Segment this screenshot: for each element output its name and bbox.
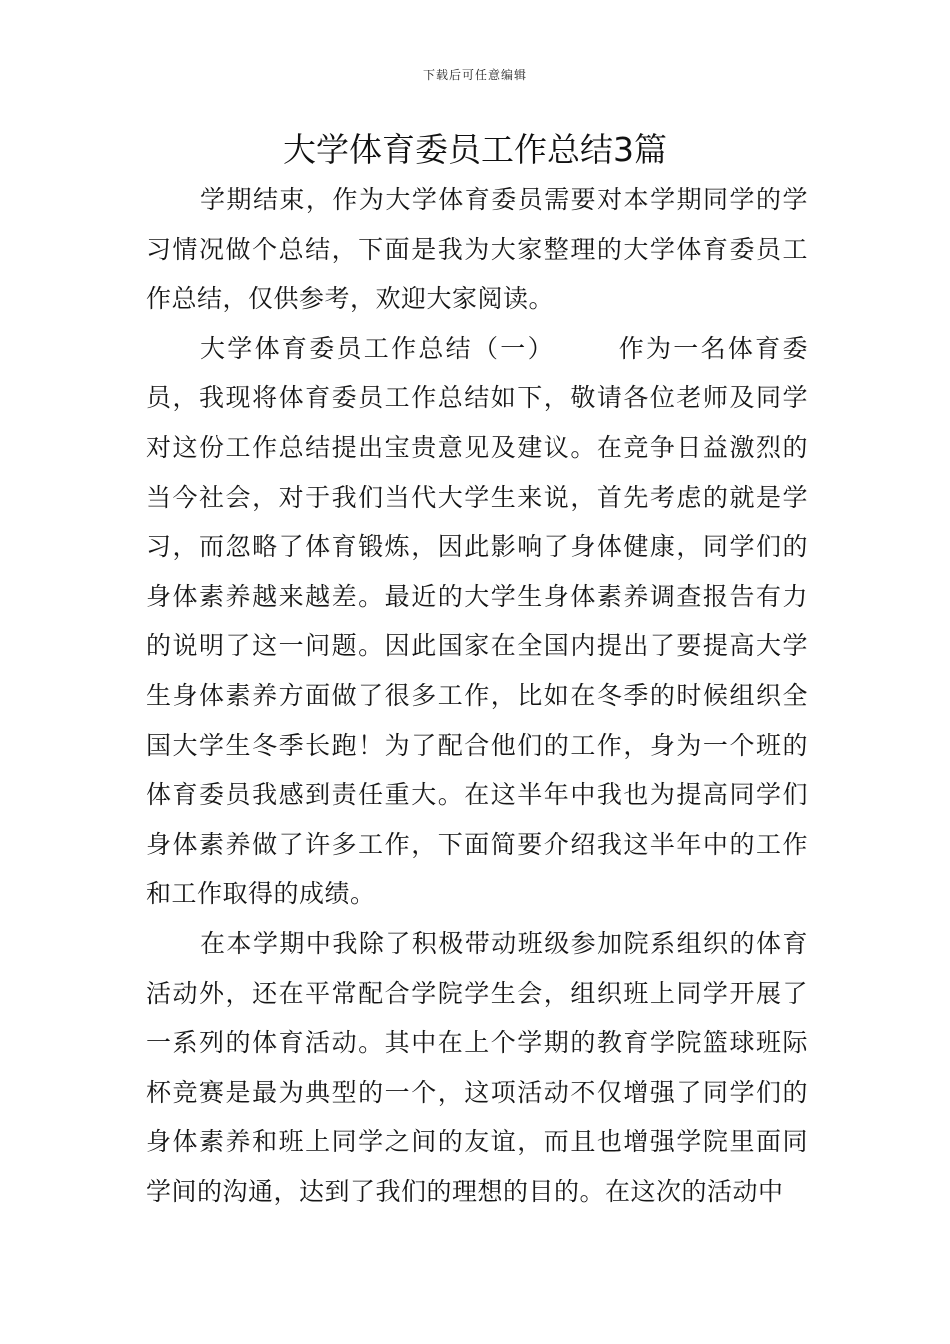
- document-title: 大学体育委员工作总结3篇: [283, 130, 667, 169]
- section-text: 作为一名体育委员，我现将体育委员工作总结如下，敬请各位老师及同学对这份工作总结提出宝贵意见及建议。在竞争日益激烈的当今社会，对于我们当代大学生来说，首先考虑的就是学习，而忽略了体育锻炼，因此影响了身体健康，同学们的身体素养越来越差。最近的大学生身体素养调查报告有力的说明了这一问题。因此国家在全国内提出了要提高大学生身体素养方面做了很多工作，比如在冬季的时候组织全国大学生冬季长跑！为了配合他们的工作，身为一个班的体育委员我感到责任重大。在这半年中我也为提高同学们身体素养做了许多工作，下面简要介绍我这半年中的工作和工作取得的成绩。: [146, 333, 808, 909]
- document-body: [146, 175, 808, 1216]
- activities-paragraph: 在本学期中我除了积极带动班级参加院系组织的体育活动外，还在平常配合学院学生会，组织班上同学开展了一系列的体育活动。其中在上个学期的教育学院篮球班际杯竞赛是最为典型的一个，这项活动不仅增强了同学们的身体素养和班上同学之间的友谊，而且也增强学院里面同学间的沟通，达到了我们的理想的目的。在这次的活动中: [146, 928, 808, 1206]
- intro-paragraph: 学期结束，作为大学体育委员需要对本学期同学的学习情况做个总结，下面是我为大家整理的大学体育委员工作总结，仅供参考，欢迎大家阅读。: [146, 185, 808, 314]
- section-one-paragraph: [146, 324, 808, 919]
- page-header-note: 下载后可任意编辑: [422, 68, 527, 82]
- section-heading: 大学体育委员工作总结（一）: [200, 333, 555, 363]
